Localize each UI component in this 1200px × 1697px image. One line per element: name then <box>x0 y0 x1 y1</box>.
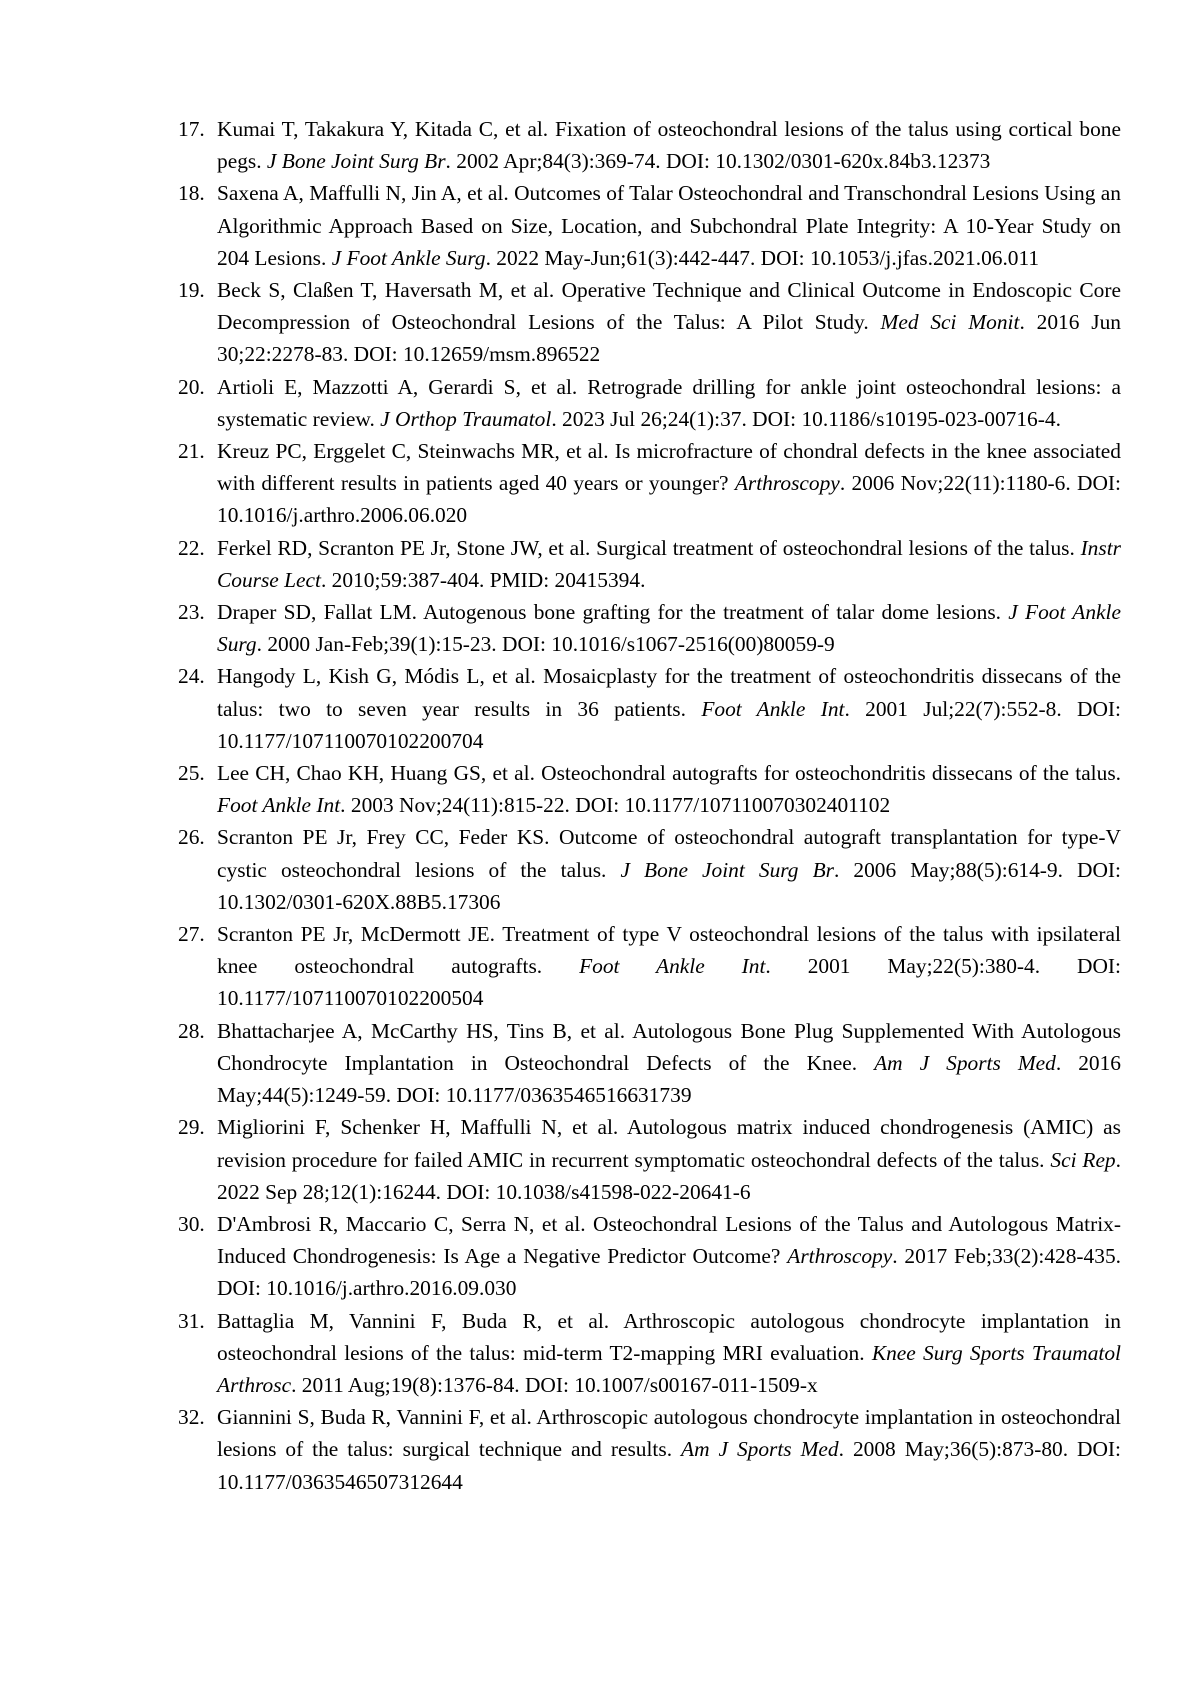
reference-number: 22. <box>178 535 205 560</box>
reference-number: 20. <box>178 374 205 399</box>
reference-item <box>178 660 1121 757</box>
reference-number: 32. <box>178 1405 205 1430</box>
reference-authors-title: Battaglia M, Vannini F, Buda R, et al. Arthroscopic autologous chondrocyte implantation in osteochondral lesions of the talus: mid-term T2-mapping MRI evaluation. <box>217 1308 1121 1365</box>
reference-journal: J Bone Joint Surg Br <box>266 149 446 174</box>
reference-citation: . 2010;59:387-404. PMID: 20415394. <box>320 567 646 592</box>
reference-citation: . 2002 Apr;84(3):369-74. DOI: 10.1302/0301-620x.84b3.12373 <box>445 149 991 174</box>
reference-item <box>178 1208 1121 1305</box>
reference-number: 28. <box>178 1018 205 1043</box>
reference-item <box>178 371 1121 435</box>
reference-citation: . 2022 May-Jun;61(3):442-447. DOI: 10.1053/j.jfas.2021.06.011 <box>485 245 1040 270</box>
reference-journal: Arthroscopy <box>787 1244 893 1269</box>
reference-number: 26. <box>178 825 205 850</box>
reference-item <box>178 1015 1121 1112</box>
reference-journal: Am J Sports Med <box>874 1050 1056 1075</box>
reference-number: 25. <box>178 761 205 786</box>
reference-authors-title: Saxena A, Maffulli N, Jin A, et al. Outcomes of Talar Osteochondral and Transchondral Lesions Using an Algorithmic Approach Based on Size, Location, and Subchondral Plate Integrity: A 10-Year Study on 204 Lesions. <box>217 181 1121 270</box>
reference-citation: . 2000 Jan-Feb;39(1):15-23. DOI: 10.1016/s1067-2516(00)80059-9 <box>256 632 835 657</box>
reference-authors-title: Artioli E, Mazzotti A, Gerardi S, et al. Retrograde drilling for ankle joint osteochondral lesions: a systematic review. <box>217 374 1121 431</box>
reference-authors-title: Hangody L, Kish G, Módis L, et al. Mosaicplasty for the treatment of osteochondritis dissecans of the talus: two to seven year results in 36 patients. <box>217 664 1121 721</box>
reference-journal: Knee Surg Sports Traumatol Arthrosc <box>217 1340 1121 1397</box>
reference-citation: . 2008 May;36(5):873-80. DOI: 10.1177/0363546507312644 <box>217 1437 1121 1494</box>
reference-item <box>178 532 1121 596</box>
reference-citation: . 2023 Jul 26;24(1):37. DOI: 10.1186/s10195-023-00716-4. <box>551 406 1061 431</box>
reference-journal: Med Sci Monit <box>880 310 1020 335</box>
reference-citation: . 2003 Nov;24(11):815-22. DOI: 10.1177/107110070302401102 <box>340 793 891 818</box>
reference-item <box>178 435 1121 532</box>
reference-journal: J Orthop Traumatol <box>380 406 552 431</box>
reference-citation: . 2022 Sep 28;12(1):16244. DOI: 10.1038/s41598-022-20641-6 <box>217 1147 1121 1204</box>
reference-authors-title: Kreuz PC, Erggelet C, Steinwachs MR, et al. Is microfracture of chondral defects in the knee associated with different results in patients aged 40 years or younger? <box>217 439 1121 496</box>
reference-number: 24. <box>178 664 205 689</box>
reference-number: 29. <box>178 1115 205 1140</box>
reference-journal: Foot Ankle Int <box>701 696 845 721</box>
reference-number: 23. <box>178 600 205 625</box>
reference-item <box>178 821 1121 918</box>
reference-item <box>178 757 1121 821</box>
reference-authors-title: Beck S, Claßen T, Haversath M, et al. Operative Technique and Clinical Outcome in Endoscopic Core Decompression of Osteochondral Lesions of the Talus: A Pilot Study. <box>217 278 1121 335</box>
reference-list <box>178 113 1121 1498</box>
reference-number: 21. <box>178 439 205 464</box>
reference-number: 17. <box>178 117 205 141</box>
reference-item <box>178 1111 1121 1208</box>
reference-number: 30. <box>178 1211 205 1236</box>
reference-authors-title: Migliorini F, Schenker H, Maffulli N, et al. Autologous matrix induced chondrogenesis (AMIC) as revision procedure for failed AMIC in recurrent symptomatic osteochondral defects of the talus. <box>217 1115 1121 1172</box>
reference-citation: . 2001 Jul;22(7):552-8. DOI: 10.1177/107110070102200704 <box>217 696 1121 753</box>
reference-citation: . 2016 Jun 30;22:2278-83. DOI: 10.12659/msm.896522 <box>217 310 1121 367</box>
reference-citation: . 2011 Aug;19(8):1376-84. DOI: 10.1007/s00167-011-1509-x <box>291 1372 818 1397</box>
reference-citation: . 2016 May;44(5):1249-59. DOI: 10.1177/0363546516631739 <box>217 1050 1121 1108</box>
reference-authors-title: Scranton PE Jr, McDermott JE. Treatment of type V osteochondral lesions of the talus with ipsilateral knee osteochondral autografts. <box>217 922 1121 979</box>
reference-item <box>178 113 1121 177</box>
reference-citation: . 2001 May;22(5):380-4. DOI: 10.1177/107110070102200504 <box>217 954 1121 1011</box>
reference-number: 18. <box>178 181 205 206</box>
reference-journal: Sci Rep <box>1050 1147 1116 1172</box>
reference-journal: J Foot Ankle Surg <box>331 245 486 270</box>
reference-journal: J Foot Ankle Surg <box>217 600 1121 657</box>
reference-item <box>178 274 1121 371</box>
reference-authors-title: Ferkel RD, Scranton PE Jr, Stone JW, et al. Surgical treatment of osteochondral lesions of the talus. <box>217 535 1075 560</box>
reference-journal: Foot Ankle Int <box>217 793 341 818</box>
reference-item <box>178 1305 1121 1402</box>
reference-authors-title: Bhattacharjee A, McCarthy HS, Tins B, et al. Autologous Bone Plug Supplemented With Autologous Chondrocyte Implantation in Osteochondral Defects of the Knee. <box>217 1018 1121 1075</box>
reference-authors-title: Scranton PE Jr, Frey CC, Feder KS. Outcome of osteochondral autograft transplantation for type-V cystic osteochondral lesions of the talus. <box>217 825 1121 882</box>
reference-authors-title: Lee CH, Chao KH, Huang GS, et al. Osteochondral autografts for osteochondritis dissecans of the talus. <box>217 761 1121 786</box>
reference-journal: Am J Sports Med <box>681 1437 839 1462</box>
reference-item <box>178 177 1121 274</box>
reference-number: 27. <box>178 922 205 947</box>
reference-number: 19. <box>178 278 205 303</box>
reference-journal: J Bone Joint Surg Br <box>620 857 834 882</box>
reference-authors-title: D'Ambrosi R, Maccario C, Serra N, et al. Osteochondral Lesions of the Talus and Autologous Matrix-Induced Chondrogenesis: Is Age a Negative Predictor Outcome? <box>217 1211 1121 1269</box>
reference-number: 31. <box>178 1308 205 1333</box>
reference-citation: . 2006 Nov;22(11):1180-6. DOI: 10.1016/j.arthro.2006.06.020 <box>217 471 1121 528</box>
reference-citation: . 2006 May;88(5):614-9. DOI: 10.1302/0301-620X.88B5.17306 <box>217 857 1121 914</box>
reference-authors-title: Giannini S, Buda R, Vannini F, et al. Arthroscopic autologous chondrocyte implantation in osteochondral lesions of the talus: surgical technique and results. <box>217 1405 1121 1462</box>
reference-authors-title: Kumai T, Takakura Y, Kitada C, et al. Fixation of osteochondral lesions of the talus using cortical bone pegs. <box>217 117 1121 174</box>
reference-journal: Arthroscopy <box>734 471 840 496</box>
reference-journal: Instr Course Lect <box>217 535 1121 592</box>
reference-journal: Foot Ankle Int <box>579 954 766 979</box>
reference-item <box>178 918 1121 1015</box>
reference-item <box>178 596 1121 660</box>
reference-authors-title: Draper SD, Fallat LM. Autogenous bone grafting for the treatment of talar dome lesions. <box>217 600 1001 625</box>
reference-item <box>178 1401 1121 1498</box>
reference-citation: . 2017 Feb;33(2):428-435. DOI: 10.1016/j.arthro.2016.09.030 <box>217 1244 1121 1301</box>
